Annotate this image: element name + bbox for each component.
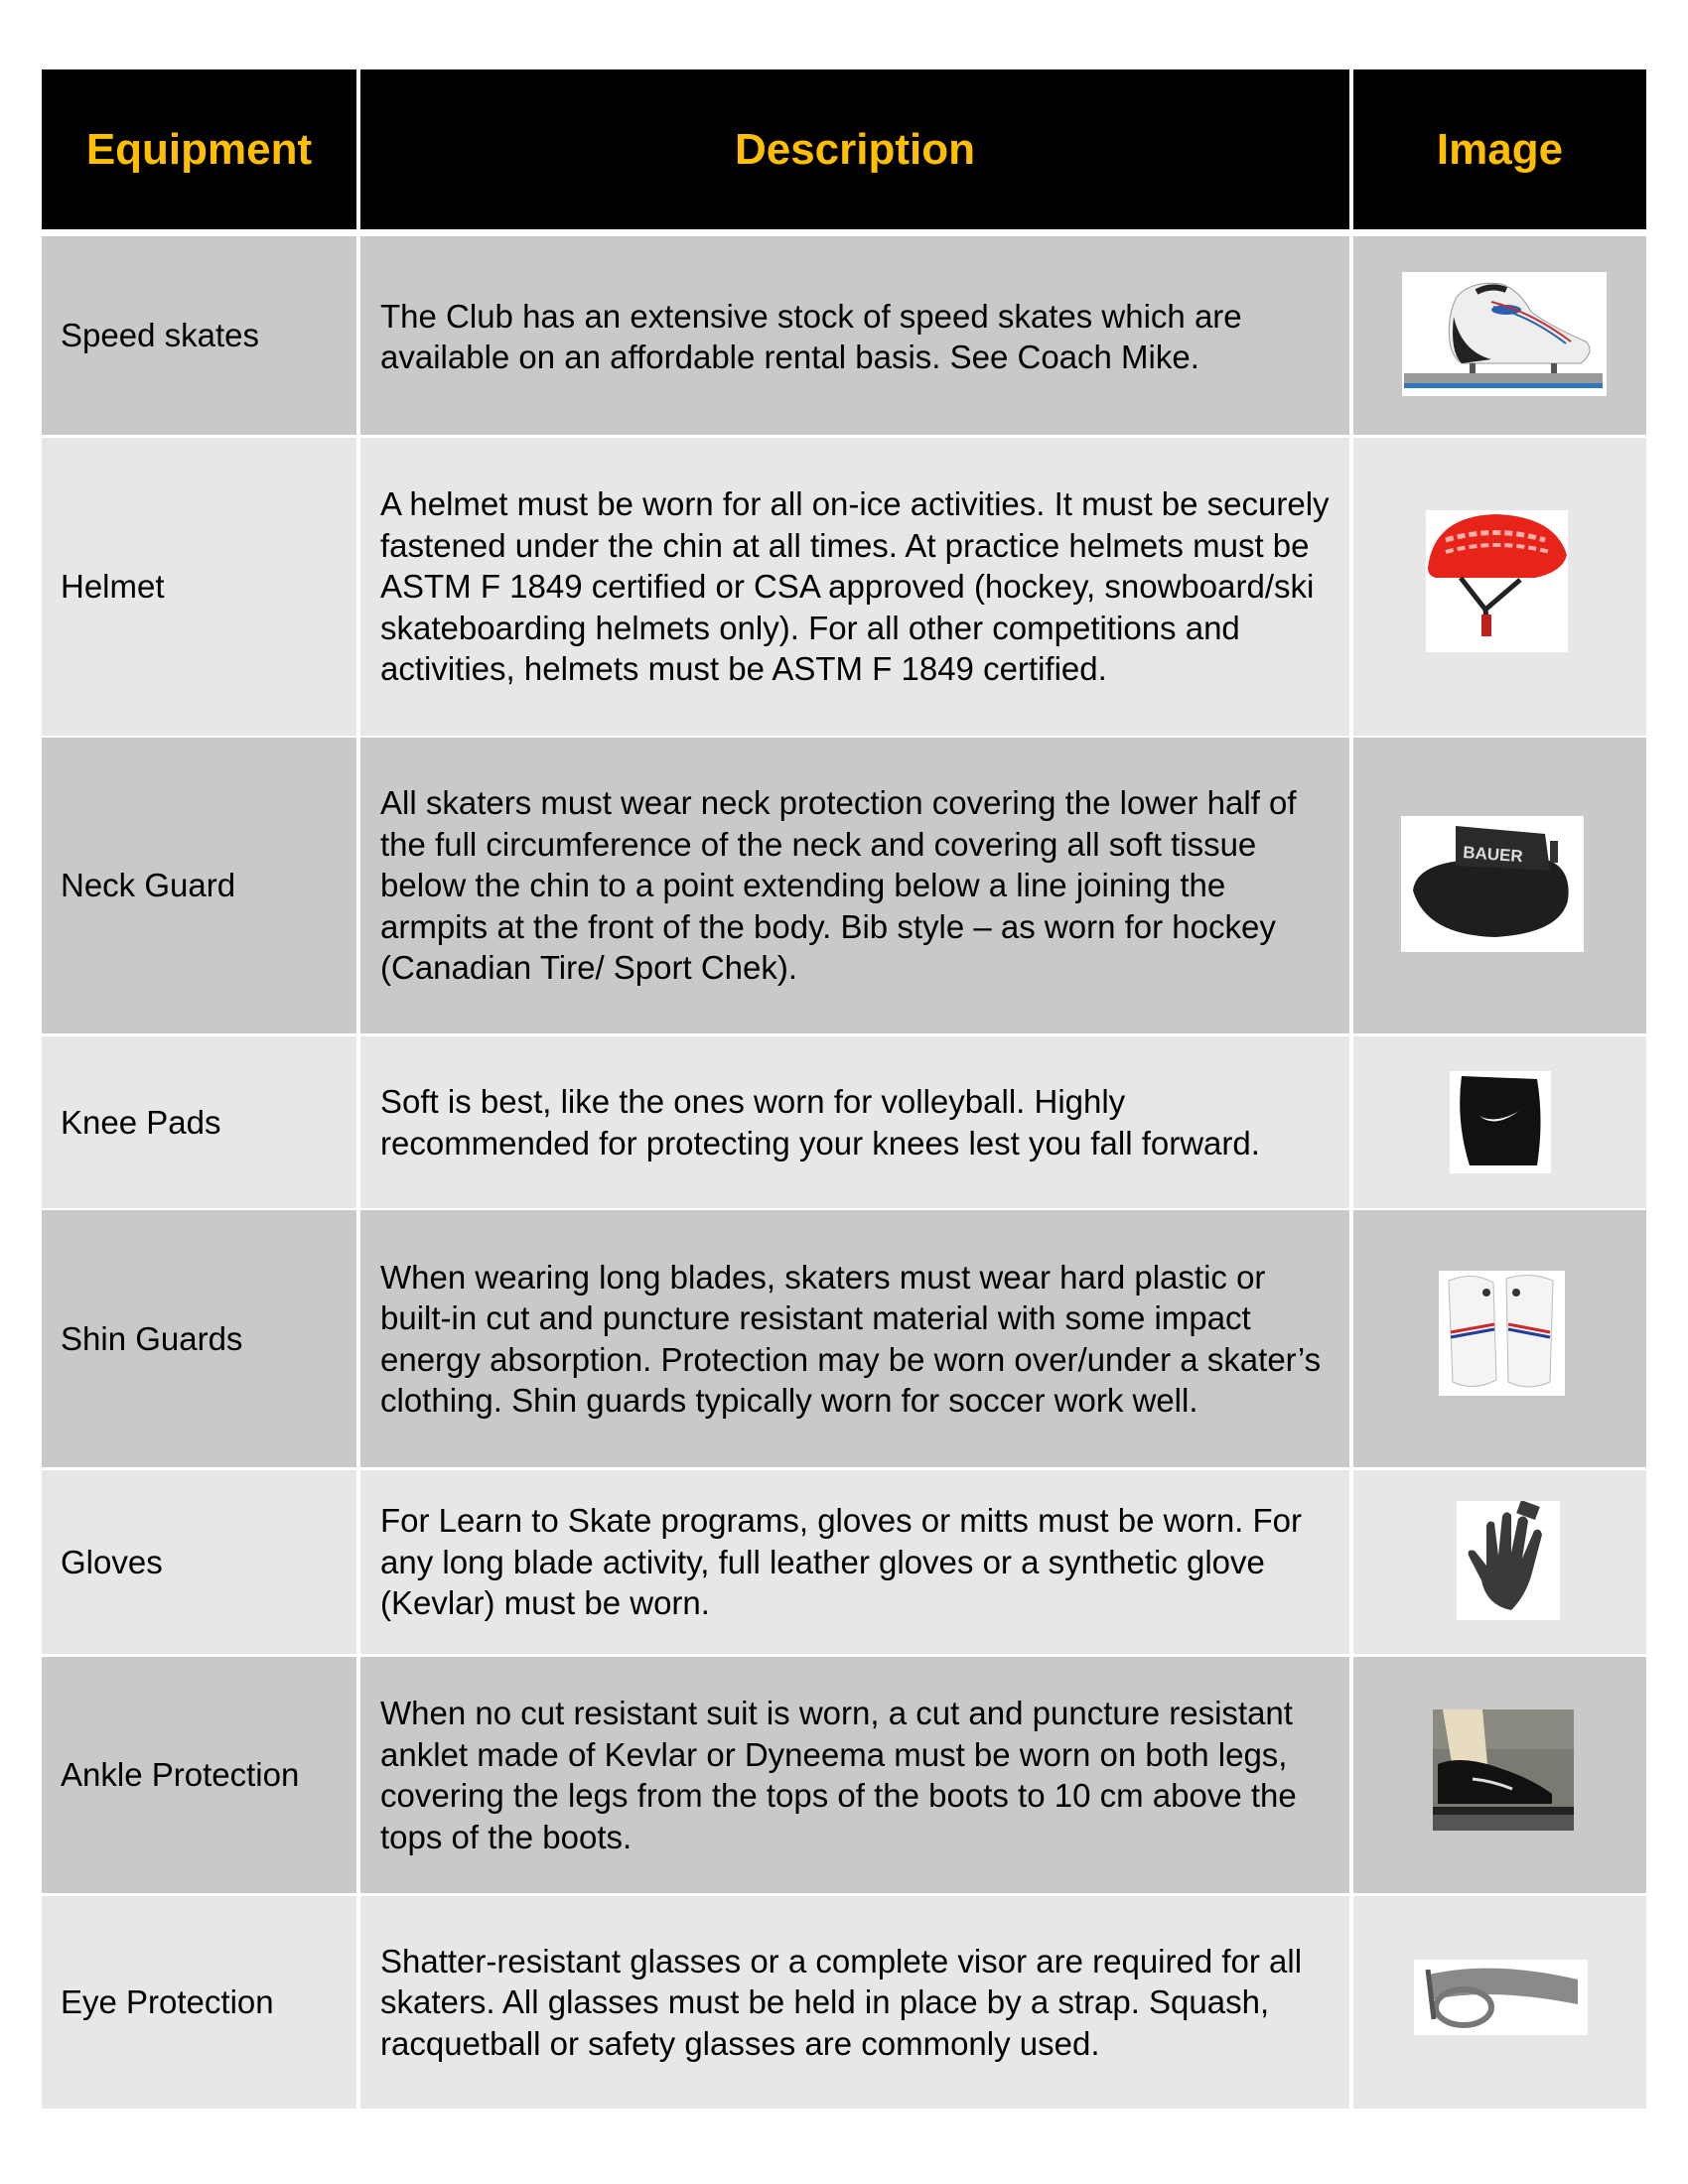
- description-cell: [360, 1896, 1349, 2109]
- svg-text:BAUER: BAUER: [1462, 843, 1524, 867]
- knee-pad-image: [1450, 1071, 1551, 1173]
- table-row: [42, 1896, 1646, 2109]
- header-description: Description: [734, 124, 976, 174]
- equipment-name: Speed skates: [61, 317, 259, 353]
- image-cell: [1353, 1896, 1646, 2109]
- glove-image: [1457, 1501, 1560, 1620]
- description-cell: [360, 1470, 1349, 1654]
- table-row: [42, 1657, 1646, 1893]
- equipment-cell: [42, 438, 356, 736]
- equipment-cell: [42, 1036, 356, 1208]
- table-row: [42, 1036, 1646, 1208]
- image-cell: [1353, 438, 1646, 736]
- equipment-name: Eye Protection: [61, 1983, 274, 2020]
- equipment-cell: [42, 738, 356, 1033]
- protective-goggles-image: [1414, 1960, 1588, 2035]
- equipment-description: The Club has an extensive stock of speed skates which are available on an affordable rental basis. See Coach Mike.: [380, 297, 1242, 375]
- description-cell: [360, 438, 1349, 736]
- neck-guard-image: [1401, 816, 1584, 952]
- equipment-name: Ankle Protection: [61, 1756, 300, 1793]
- equipment-name: Gloves: [61, 1543, 163, 1580]
- header-image: Image: [1436, 124, 1564, 174]
- equipment-cell: [42, 1657, 356, 1893]
- header-cell-description: [360, 69, 1349, 229]
- table-row: [42, 1470, 1646, 1654]
- equipment-description: When wearing long blades, skaters must wear hard plastic or built-in cut and puncture resistant material with some impact energy absorption. Protection may be worn over/under a skater’s clothing. Shin guards typically worn for soccer work well.: [380, 1258, 1322, 1419]
- equipment-name: Shin Guards: [61, 1319, 243, 1357]
- description-cell: [360, 1210, 1349, 1467]
- equipment-description: Shatter-resistant glasses or a complete visor are required for all skaters. All glasses must be held in place by a strap. Squash, racquetball or safety glasses are commonly used.: [380, 1942, 1303, 2062]
- equipment-cell: [42, 1210, 356, 1467]
- table-row: [42, 1210, 1646, 1467]
- equipment-cell: [42, 1470, 356, 1654]
- equipment-cell: [42, 1896, 356, 2109]
- shin-guards-image: [1439, 1271, 1565, 1396]
- equipment-cell: [42, 236, 356, 435]
- equipment-name: Neck Guard: [61, 867, 236, 903]
- equipment-description: Soft is best, like the ones worn for volleyball. Highly recommended for protecting your knees lest you fall forward.: [380, 1083, 1260, 1161]
- table-row: [42, 236, 1646, 435]
- table-header: [42, 69, 1646, 229]
- description-cell: [360, 236, 1349, 435]
- speed-skate-image: [1402, 272, 1607, 396]
- equipment-name: Knee Pads: [61, 1103, 221, 1141]
- description-cell: [360, 738, 1349, 1033]
- image-cell: [1353, 1470, 1646, 1654]
- equipment-description: A helmet must be worn for all on-ice activities. It must be securely fastened under the chin at all times. At practice helmets must be ASTM F 1849 certified or CSA approved (hockey, snowboard/ski skateboarding helmets only). For all other competitions and activities, helmets must be ASTM F 1849 certified.: [380, 485, 1330, 688]
- ankle-protection-image: [1433, 1709, 1574, 1831]
- table-row: [42, 438, 1646, 736]
- equipment-description: All skaters must wear neck protection covering the lower half of the full circumference of the neck and covering all soft tissue below the chin to a point extending below a line joining the armpits at the front of the body. Bib style – as worn for hockey (Canadian Tire/ Sport Chek).: [380, 784, 1297, 987]
- description-cell: [360, 1036, 1349, 1208]
- image-cell: [1353, 236, 1646, 435]
- image-cell: [1353, 1210, 1646, 1467]
- header-cell-image: [1353, 69, 1646, 229]
- equipment-description: When no cut resistant suit is worn, a cut and puncture resistant anklet made of Kevlar or Dyneema must be worn on both legs, covering the legs from the tops of the boots to 10 cm above the tops of the boots.: [380, 1695, 1297, 1855]
- equipment-description: For Learn to Skate programs, gloves or mitts must be worn. For any long blade activity, full leather gloves or a synthetic glove (Kevlar) must be worn.: [380, 1502, 1303, 1622]
- image-cell: [1353, 738, 1646, 1033]
- header-equipment: Equipment: [85, 124, 313, 174]
- description-cell: [360, 1657, 1349, 1893]
- image-cell: [1353, 1036, 1646, 1208]
- header-cell-equipment: [42, 69, 356, 229]
- table-row: [42, 738, 1646, 1033]
- red-helmet-image: [1426, 510, 1568, 652]
- image-cell: [1353, 1657, 1646, 1893]
- equipment-name: Helmet: [61, 568, 165, 605]
